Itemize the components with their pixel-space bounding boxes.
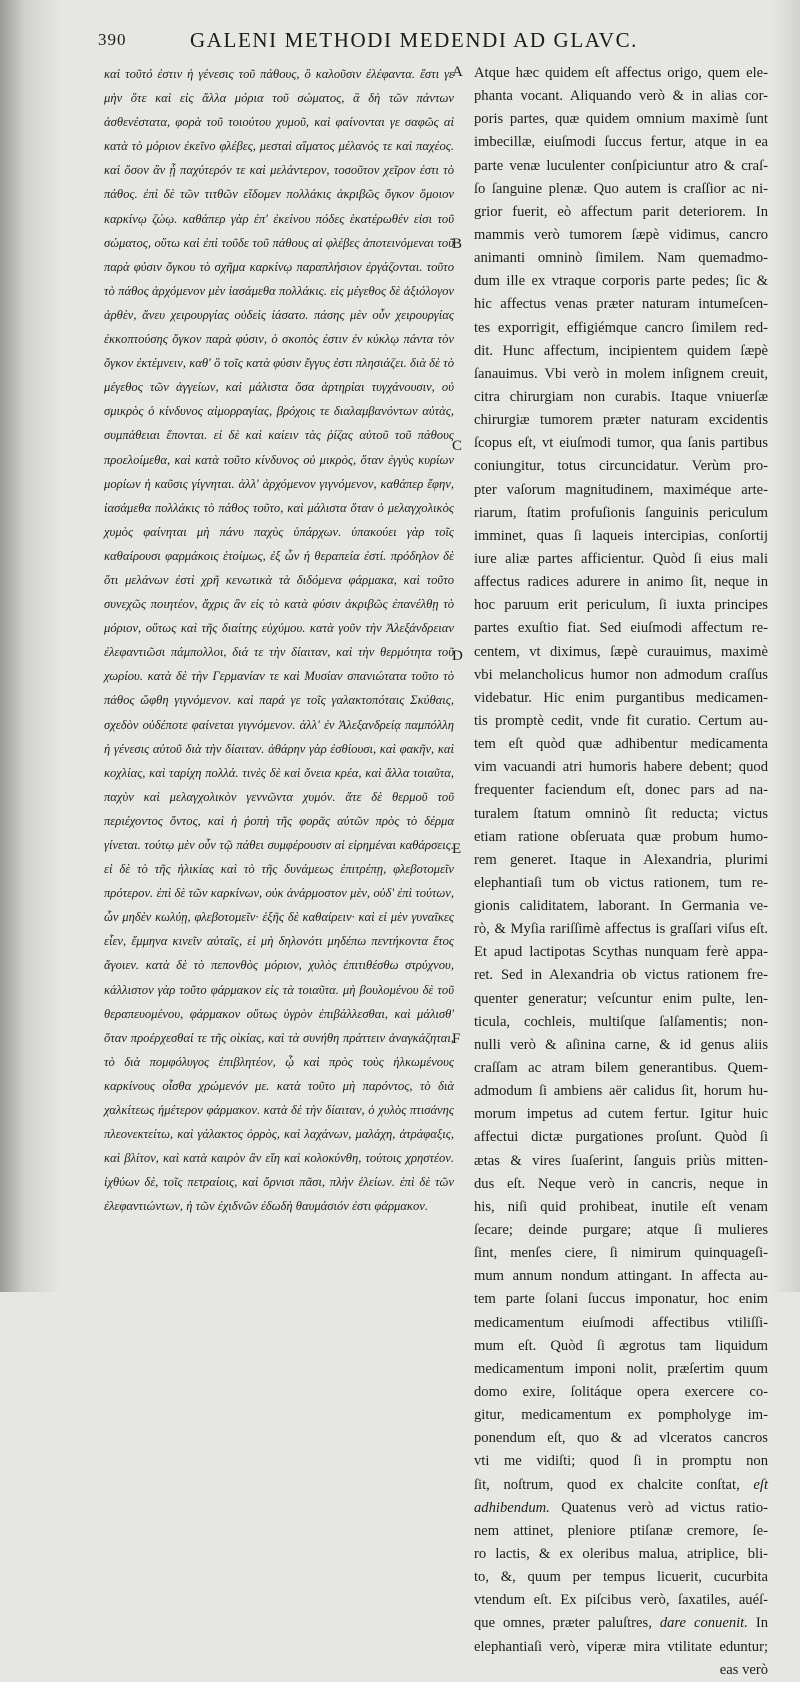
latin-column: [474, 62, 768, 1682]
line-text: riarum, ſtatim profuſionis ſanguinis periculum: [474, 504, 768, 521]
latin-line: [474, 293, 768, 316]
latin-line: [474, 178, 768, 201]
line-text: vtendum eſt. Ex piſcibus verò, ſaxatiles, auéſ-: [474, 1592, 768, 1609]
latin-line: [474, 455, 768, 478]
margin-letter-a: A: [452, 64, 463, 80]
line-text: imbecillæ, eiuſmodi ſuccus fertur, atque in ea: [474, 134, 768, 151]
latin-line: [474, 386, 768, 409]
line-text: mammis verò tumorem ſæpè vidimus, cancro: [474, 226, 768, 243]
latin-line: [474, 1474, 768, 1497]
line-text: his, niſi quid prohibeat, inutile eſt venam: [474, 1198, 768, 1215]
latin-line: [474, 918, 768, 941]
line-text: coniungitur, totus circuncidatur. Verùm pro-: [474, 458, 768, 475]
running-title: GALENI METHODI MEDENDI AD GLAVC.: [190, 28, 639, 52]
latin-line: [474, 803, 768, 826]
latin-line: [474, 617, 768, 640]
line-text: phanta vocant. Aliquando verò & in alias cor-: [474, 88, 768, 105]
latin-line: [474, 270, 768, 293]
line-text: tis promptè cedit, vnde fit curatio. Certum au-: [474, 712, 768, 729]
page-gutter-shadow: [0, 0, 60, 1292]
latin-line: [474, 201, 768, 224]
latin-line: [474, 1497, 768, 1520]
latin-line: [474, 1520, 768, 1543]
latin-line: [474, 1173, 768, 1196]
line-text: craſſam ac atram bilem generantibus. Quem-: [474, 1060, 768, 1077]
line-text: ætas & vires ſuaſerint, ſanguis priùs mitten-: [474, 1152, 768, 1169]
latin-line: [474, 895, 768, 918]
latin-line: [474, 1219, 768, 1242]
latin-line: [474, 779, 768, 802]
latin-line: [474, 409, 768, 432]
line-text: vbi melancholicus humor non admodum craſſus: [474, 666, 768, 683]
latin-line: [474, 317, 768, 340]
latin-line: [474, 1126, 768, 1149]
line-text: medicamentum eiuſmodi affectibus vtiliſſi-: [474, 1314, 768, 1331]
latin-line: [474, 964, 768, 987]
latin-line: [474, 594, 768, 617]
line-text: tem eſt quòd quæ adhibentur medicamenta: [474, 736, 768, 753]
line-text: centem, vt diximus, ſæpè curauimus, maximè: [474, 643, 768, 660]
line-text: affectui dictæ purgationes proſunt. Quòd ſi: [474, 1129, 768, 1146]
line-text: mum annum nondum attingant. In affecta au-: [474, 1268, 768, 1285]
latin-line: [474, 85, 768, 108]
latin-line: [474, 1659, 768, 1682]
latin-line: [474, 1080, 768, 1103]
latin-line: [474, 733, 768, 756]
latin-line: [474, 525, 768, 548]
latin-line: [474, 710, 768, 733]
line-text: ſanauimus. Vbi verò in molem inſignem creuit,: [474, 365, 768, 382]
latin-line: [474, 1242, 768, 1265]
latin-line: [474, 941, 768, 964]
latin-line: [474, 62, 768, 85]
latin-line: [474, 1566, 768, 1589]
latin-line: [474, 363, 768, 386]
line-text: pter vaſorum magnitudinem, maximéque arte-: [474, 481, 768, 498]
greek-column: καὶ τοῦτό ἐστιν ἡ γένεσις τοῦ πάθους, ὃ καλοῦσιν ἐλέφαντα. ἔστι γε μὴν ὅτε καὶ εἰς ἄλλα μόρια τοῦ σώματος, ἃ δὴ τῶν πάντων ἀσθενέστατα, φορὰ τοῦ τοιούτου χυμοῦ, καὶ φαίνονται γε σαφῶς αἱ κατὰ τὸ μόριον ἐκεῖνο φλέβες, μεσταὶ αἵματος μέλανός τε καὶ παχέος. καὶ ὅσον ἂν ᾖ παχύτερόν τε καὶ μελάντερον, τοσοῦτον χεῖρον ἐστι τὸ πάθος. ἐπὶ δὲ τῶν τιτθῶν εἴδομεν πολλάκις ἀκριβῶς ὄγκον ὅμοιον καρκίνῳ ζώῳ. καθάπερ γὰρ ἐπ' ἐκείνου πόδες ἑκατέρωθέν εἰσι τοῦ σώματος, οὕτω καὶ ἐπὶ τοῦδε τοῦ πάθους αἱ φλέβες ἀποτεινόμεναι τοῦ παρὰ φύσιν ὄγκου τὸ σχῆμα καρκίνῳ παραπλήσιον ἐργάζονται. τοῦτο τὸ πάθος ἀρχόμενον μὲν ἰασάμεθα πολλάκις. εἰς μέγεθος δὲ ἀξιόλογον ἀρθὲν, ἄνευ χειρουργίας οὐδεὶς ἰάσατο. πάσης μὲν οὖν χειρουργίας ἐκκοπτούσης ὄγκον παρὰ φύσιν, ὁ σκοπὸς ἐστιν ἐν κύκλῳ πάντα τὸν ὄγκον ἐκτέμνειν, καθ' ὃ τοῖς κατὰ φύσιν ἔγγυς ἐστι πλησιάζει. διὰ δὲ τὸ μέγεθος τῶν ἀγγείων, καὶ μάλιστα ὅσα ἀρτηρίαι τυγχάνουσιν, οὐ σμικρὸς ὁ κίνδυνος αἱμορραγίας, βρόχοις τε διαλαμβανόντων αὐτὰς, συμπάθειαι ἕπονται. εἰ δὲ καὶ καίειν τὰς ῥίζας αὐτοῦ τοῦ πάθους προελοίμεθα, καὶ κατὰ τοῦτο κίνδυνος οὐ μικρὸς, ὅταν ἐγγὺς κυρίων μορίων ἡ καῦσις γίγνηται. ἀλλ' ἀρχόμενον γιγνόμενον, καθάπερ ἔφην, ἰασάμεθα πολλάκις τὸ πάθος τοῦτο, καὶ μάλιστα ὅταν ὁ μελαγχολικὸς χυμὸς φαίνηται μὴ πάνυ παχὺς ὑπάρχων. ὑπακούει γὰρ τοῖς καθαίρουσι φαρμάκοις ἑτοίμως, ἐξ ὧν ἡ θεραπεία ἐστί. πρόδηλον δὲ ὅτι μελάνων ἐστὶ χρῆ κενωτικὰ τὰ διδόμενα φάρμακα, καὶ τοῦτο συνεχῶς ποιητέον, ἄχρις ἂν εἰς τὸ κατὰ φύσιν ἀκριβῶς ἐπανέλθῃ τὸ μόριον, οὕτως καὶ τῆς διαίτης εὐχύμου. κατὰ γοῦν τὴν Ἀλεξάνδρειαν ἐλεφαντιῶσι πάμπολλοι, διά τε τὴν δίαιταν, καὶ τὴν θερμότητα τοῦ χωρίου. κατὰ δὲ τὴν Γερμανίαν τε καὶ Μυσίαν σπανιώτατα τοῦτο τὸ πάθος ὤφθη γιγνόμενον. καὶ παρά γε τοῖς γαλακτοπόταις Σκύθαις, σχεδὸν οὐδέποτε φαίνεται γιγνόμενον. ἀλλ' ἐν Ἀλεξανδρείᾳ παμπόλλη ἡ γένεσις αὐτοῦ διὰ τὴν δίαιταν. ἀθάρην γὰρ ἐσθίουσι, καὶ φακῆν, καὶ κοχλίας, καὶ ταρίχη πολλά. τινὲς δὲ καὶ ὄνεια κρέα, καὶ ἄλλα τοιαῦτα, παχὺν καὶ μελαγχολικὸν γεννῶντα χυμόν. ἅτε δὲ θερμοῦ τοῦ περιέχοντος ὄντος, καὶ ἡ ῥοπὴ τῆς φορᾶς αὐτῶν πρὸς τὸ δέρμα γίνεται. τούτῳ μὲν οὖν τῷ πάθει συμφέρουσιν αἱ εἰρημέναι καθάρσεις. εἰ δὲ τὸ τῆς ἡλικίας καὶ τὸ τῆς δυνάμεως ἐπιτρέπῃ, φλεβοτομεῖν πρότερον. ἐπὶ δὲ τῶν καρκίνων, οὐκ ἀνάρμοστον μὲν, οὐδ' ἐπὶ τούτων, ὧν μηδὲν κωλύῃ, φλεβοτομεῖν· ἑξῆς δὲ καθαίρειν· καὶ εἰ μὲν γυναῖκες εἶεν, ἔμμηνα κινεῖν αὐταῖς, εἰ μὴ δηλονότι μηδέπω πεντήκοντα ἔτος ἄγοιεν. κατὰ δὲ τὸ πεπονθὸς μόριον, χυλὸς ἐπιτιθέσθω στρύχνου, κάλλιστον γὰρ τοῦτο φάρμακον εἰς τὰ τοιαῦτα. μὴ βουλομένου δὲ τοῦ θεραπευομένου, φάρμακον οὕτως ὑγρὸν ἐπιβάλλεσθαι, καὶ μάλισθ' ὅταν προέρχεσθαί τε τῆς οἰκίας, καὶ τὰ συνήθη πράττειν ἀναγκάζηται, τὸ διὰ πομφόλυγος ἐπιβλητέον, ᾧ καὶ πρὸς τοὺς ἡλκωμένους καρκίνους οἶσθα χρώμενόν με. κατὰ τοῦτο μὴ παρόντος, τὸ διὰ χαλκίτεως ἡμέτερον φάρμακον. κατὰ δὲ τὴν δίαιταν, ὁ χυλὸς πτισάνης πλεονεκτείτω, καὶ γάλακτος ὀρρὸς, καὶ λαχάνων, μαλάχη, ἀτράφαξις, καὶ βλίτον, καὶ κατὰ καιρὸν ἂν εἴη καὶ κολοκύνθη, τούτοις χρηστέον. ἰχθύων δὲ, τοῖς πετραίοις, καὶ ὄρνισι πᾶσι, πλὴν ἑλείων. ἐπὶ δὲ τῶν ἐλεφαντιώντων, ἡ τῶν ἐχιδνῶν ἐδωδὴ θαυμάσιόν ἐστι φάρμακον.: [104, 67, 454, 1214]
line-text: vti me vidiſti; quod ſi in promptu non: [474, 1453, 768, 1470]
line-text: to, &, quum per tempus licuerit, cucurbita: [474, 1569, 768, 1586]
latin-line: [474, 1404, 768, 1427]
latin-line: [474, 1011, 768, 1034]
line-text: In: [755, 1615, 768, 1632]
line-text: Quatenus verò ad victus ratio-: [561, 1499, 768, 1516]
line-text: tem parte ſolani ſuccus imponatur, hoc enim: [474, 1291, 768, 1308]
latin-line: [474, 1312, 768, 1335]
page-number: 390: [98, 30, 127, 49]
line-text: frequenter faciendum eſt, donec pars ad na-: [474, 782, 768, 799]
line-text: nulli verò & aſinina carne, & id genus aliis: [474, 1036, 768, 1053]
italic-text: dare conuenit.: [659, 1615, 748, 1632]
line-text: elephantiaſi verò, viperæ mira vtilitate eduntur;: [474, 1638, 768, 1655]
line-text: eas verò: [719, 1661, 768, 1678]
line-text: poris partes, quæ quidem omnium maximè ſunt: [474, 111, 768, 128]
margin-letter-b: B: [452, 236, 463, 252]
line-text: quenter generatur; veſcuntur enim pulte, len-: [474, 990, 768, 1007]
line-text: imminet, quas ſi laqueis intercipias, conſortij: [474, 527, 768, 544]
margin-letter-e: E: [452, 841, 462, 857]
latin-line: [474, 571, 768, 594]
line-text: parte venæ luculenter conſpiciuntur atro & craſ-: [474, 157, 768, 174]
latin-line: [474, 479, 768, 502]
latin-line: [474, 108, 768, 131]
latin-line: [474, 664, 768, 687]
line-text: ſo ſanguine plenæ. Quo autem is craſſior ac ni-: [474, 180, 768, 197]
latin-line: [474, 131, 768, 154]
latin-line: [474, 155, 768, 178]
line-text: grior fuerit, eò affectum parit deteriorem. In: [474, 203, 768, 220]
line-text: Et apud lactipotas Scythas nunquam ferè appa-: [474, 944, 768, 961]
line-text: que omnes, præter paluſtres,: [474, 1615, 652, 1632]
line-text: medicamentum imponi nolit, præſertim quum: [474, 1360, 768, 1377]
line-text: gionis caliditatem, laborant. In Germania ve-: [474, 898, 768, 915]
line-text: ponendum eſt, quo & ad vlceratos cancros: [474, 1430, 768, 1447]
line-text: domo exire, ſolitáque opera exercere co-: [474, 1384, 768, 1401]
latin-line: [474, 849, 768, 872]
line-text: hoc paruum erit periculum, ſi iuxta principes: [474, 597, 768, 614]
line-text: dus eſt. Neque verò in cancris, neque in: [474, 1175, 768, 1192]
line-text: gitur, medicamentum ex pompholyge im-: [474, 1407, 768, 1424]
latin-line: [474, 1381, 768, 1404]
latin-line: [474, 1543, 768, 1566]
line-text: partes exuſtio fiat. Sed eiuſmodi affectum re-: [474, 620, 768, 637]
latin-line: [474, 432, 768, 455]
line-text: videbatur. Hic enim purgantibus medicamen-: [474, 689, 768, 706]
latin-line: [474, 872, 768, 895]
line-text: elephantiaſi tum ob victus rationem, tum re-: [474, 874, 768, 891]
line-text: ſcopus eſt, vt eiuſmodi tumor, qua ſanis partibus: [474, 435, 768, 452]
line-text: turalem ſtatum omninò ſit reducta; victus: [474, 805, 768, 822]
latin-line: [474, 247, 768, 270]
line-text: ro lactis, & ex oleribus malua, atriplice, bli-: [474, 1546, 768, 1562]
latin-line: [474, 1335, 768, 1358]
line-text: animanti omninò ſimilem. Nam quemadmo-: [474, 250, 768, 267]
line-text: mum eſt. Quòd ſi ægrotus tam liquidum: [474, 1337, 768, 1354]
line-text: Atque hæc quidem eſt affectus origo, quem ele-: [474, 65, 768, 81]
line-text: ſecare; deinde purgare; atque ſi mulieres: [474, 1222, 768, 1239]
line-text: etiam ratione obſeruata quæ probum humo-: [474, 828, 768, 845]
margin-letter-c: C: [452, 438, 463, 454]
line-text: ret. Sed in Alexandria ob victus rationem fre-: [474, 967, 768, 984]
italic-text: eſt: [753, 1476, 768, 1493]
latin-line: [474, 988, 768, 1011]
latin-line: [474, 1150, 768, 1173]
latin-line: [474, 1196, 768, 1219]
line-text: ſit, noſtrum, quod ex chalcite conſtat,: [474, 1476, 740, 1493]
latin-line: [474, 641, 768, 664]
line-text: rem generet. Itaque in Alexandria, plurimi: [474, 851, 768, 868]
line-text: iure aliæ partes afficientur. Quòd ſi eius mali: [474, 550, 768, 567]
latin-line: [474, 1358, 768, 1381]
latin-line: [474, 548, 768, 571]
latin-line: [474, 1034, 768, 1057]
line-text: dit. Hunc affectum, incipientem quidem ſæpè: [474, 342, 768, 359]
line-text: chirurgiæ tumorem præter naturam excidentis: [474, 412, 768, 429]
latin-line: [474, 1612, 768, 1635]
latin-line: [474, 1450, 768, 1473]
line-text: nem attinet, pleniore ptiſanæ cremore, ſe-: [474, 1522, 768, 1539]
line-text: affectus radices adurere in animo ſit, neque in: [474, 574, 768, 591]
latin-line: [474, 1265, 768, 1288]
latin-line: [474, 1589, 768, 1612]
line-text: admodum ſi ambiens aër calidus ſit, horum hu-: [474, 1083, 768, 1100]
latin-line: [474, 687, 768, 710]
page-edge: [770, 0, 800, 1292]
line-text: ticula, cochleis, multiſque ſalſamentis; non-: [474, 1013, 768, 1030]
line-text: morum impetus ad cutem fertur. Igitur huic: [474, 1106, 768, 1123]
latin-line: [474, 1103, 768, 1126]
latin-line: [474, 756, 768, 779]
line-text: tes exporrigit, effigiémque cancro ſimilem red-: [474, 319, 768, 336]
margin-letter-f: F: [452, 1031, 461, 1047]
line-text: citra chirurgiam non curabis. Itaque vniuerſæ: [474, 388, 768, 405]
latin-line: [474, 340, 768, 363]
latin-line: [474, 502, 768, 525]
latin-line: [474, 1427, 768, 1450]
line-text: vim vacuandi atri humoris habere debent; quod: [474, 759, 768, 776]
line-text: hic affectus venas præter naturam intumeſcen-: [474, 296, 768, 313]
line-text: rò, & Myſia rariſſimè affectus is graſſari viſus eſt.: [474, 921, 768, 938]
line-text: ſint, menſes ciere, ſi nimirum quinquageſi-: [474, 1245, 768, 1262]
latin-line: [474, 1636, 768, 1659]
latin-line: [474, 1057, 768, 1080]
latin-line: [474, 826, 768, 849]
italic-text: adhibendum.: [474, 1499, 550, 1516]
line-text: dum ille ex vtraque corporis parte pedes; ſic &: [474, 273, 768, 290]
latin-line: [474, 224, 768, 247]
margin-letter-d: D: [452, 648, 463, 664]
